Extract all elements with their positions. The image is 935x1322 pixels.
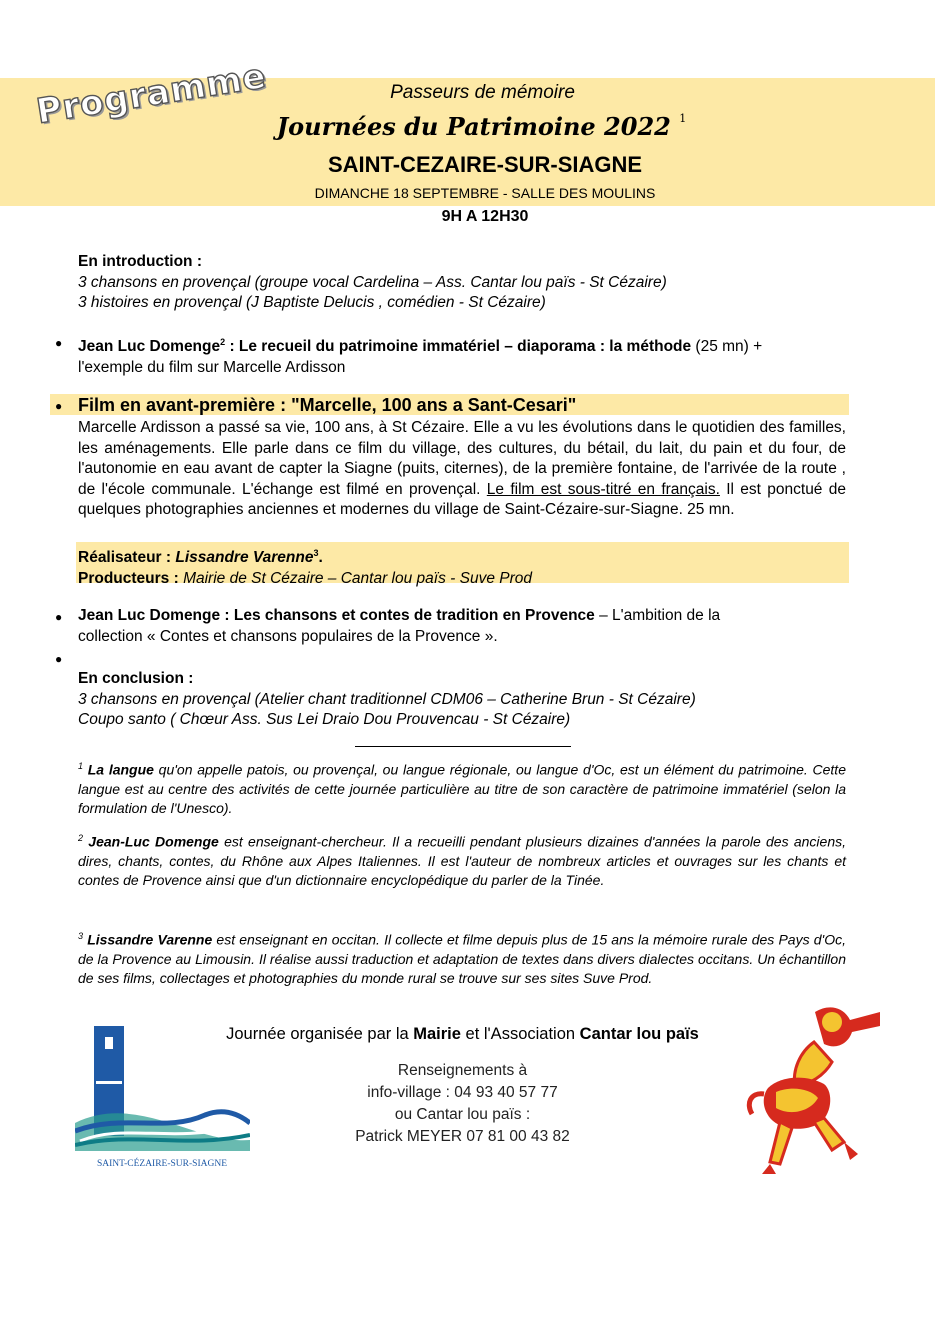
org-pre: Journée organisée par la — [226, 1025, 414, 1043]
footnote-term: La langue — [87, 761, 154, 778]
contact-line-3: ou Cantar lou païs : — [394, 1106, 531, 1123]
footnote-ref-2: 2 — [220, 337, 226, 347]
programme-badge: Programme — [33, 56, 270, 132]
film-subtitle-note: Le film est sous-titré en français. — [486, 480, 720, 498]
footnote-1 — [78, 757, 846, 818]
item2-line-2: collection « Contes et chansons populaires de la Provence ». — [78, 627, 498, 645]
item2-title: Jean Luc Domenge : Les chansons et contes de tradition en Provence — [78, 607, 595, 624]
org-mid: et l'Association — [460, 1025, 580, 1043]
item1-line-2: l'exemple du film sur Marcelle Ardisson — [78, 358, 346, 376]
intro-heading: En introduction : — [78, 253, 202, 270]
footnote-text: est enseignant-chercheur. Il a recueilli pendant plusieurs dizaines d'années la parole des anciens, dires, chants, contes, du Rhône aux Alpes Italiennes. Il est l'auteur de nombreux articles et ouvrages sur les chants et contes de Provence ainsi que d'un dictionnaire encyclopédique du parler de la Tinée. — [78, 833, 847, 888]
item1-title: : Le recueil du patrimoine immatériel – diaporama : la méthode — [225, 338, 692, 356]
contact-info — [310, 1060, 615, 1148]
item1-line-1 — [78, 332, 846, 358]
intro-line-1: 3 chansons en provençal (groupe vocal Cardelina – Ass. Cantar lou païs - St Cézaire) — [78, 273, 667, 291]
producers-label: Producteurs : — [78, 569, 184, 587]
director-end: . — [318, 549, 323, 567]
program-item-2 — [78, 606, 846, 647]
contact-line-1: Renseignements à — [397, 1062, 528, 1079]
director-name: Lissandre Varenne — [175, 549, 314, 567]
subtitle: Passeurs de mémoire — [390, 82, 575, 103]
conclusion-line-1: 3 chansons en provençal (Atelier chant traditionnel CDM06 – Catherine Brun - St Cézaire) — [78, 690, 696, 708]
conclusion-heading: En conclusion : — [78, 670, 194, 687]
cantar-lou-pais-logo — [740, 992, 890, 1182]
saint-cezaire-logo — [75, 1023, 250, 1170]
director-line — [78, 543, 846, 569]
footnote-ref-3: 3 — [313, 548, 319, 558]
program-item-1 — [78, 332, 846, 378]
footnote-number: 2 — [78, 833, 84, 843]
event-hours: 9H A 12H30 — [441, 208, 529, 225]
film-credits — [78, 543, 846, 589]
event-title-text: Journées du Patrimoine 2022 — [276, 112, 671, 141]
footnote-ref-1: 1 — [679, 112, 687, 125]
intro-section — [78, 252, 846, 314]
org-assoc: Cantar lou païs — [579, 1025, 699, 1043]
footnote-term: Lissandre Varenne — [87, 931, 213, 948]
item1-name: Jean Luc Domenge — [78, 338, 221, 356]
footnote-3 — [78, 927, 846, 988]
film-title: Film en avant-première : "Marcelle, 100 ans a Sant-Cesari" — [78, 395, 577, 415]
org-mairie: Mairie — [413, 1025, 461, 1043]
bullet-icon: ● — [55, 399, 63, 413]
director-label: Réalisateur : — [78, 549, 176, 567]
conclusion-section — [78, 669, 846, 731]
footnote-term: Jean-Luc Domenge — [88, 833, 219, 850]
film-text: Marcelle Ardisson a passé sa vie, 100 ans, à St Cézaire. Elle a vu les évolutions dans le quotidien des familles, les aménagements. Elle parle dans ce film du village, des cultures, du bétail, du lait, du pain et du four, de l'autonomie en eau avant de capter la Siagne (puits, citernes), de la première fontaine, de l'arrivée de la route , de l'école communale. L'échange est filmé en provençal. — [78, 419, 846, 498]
contact-line-2: info-village : 04 93 40 57 77 — [367, 1084, 558, 1101]
bullet-icon: ● — [55, 610, 63, 624]
bullet-icon: ● — [55, 336, 63, 350]
film-description — [78, 418, 846, 521]
item2-rest: – L'ambition de la — [594, 607, 721, 624]
item1-duration: (25 mn) + — [691, 338, 763, 356]
footnote-number: 3 — [78, 931, 84, 941]
footnote-text: est enseignant en occitan. Il collecte et filme depuis plus de 15 ans la mémoire rurale des Pays d'Oc, de la Provence au Limousin. Il réalise aussi traduction et adaptation de textes dans divers dialectes occitans. Un échantillon de ses films, collectages et photographies du monde rural se trouve sur ses sites Suve Prod. — [78, 931, 847, 986]
event-date: DIMANCHE 18 SEPTEMBRE - SALLE DES MOULINS — [314, 185, 656, 201]
intro-line-2: 3 histoires en provençal (J Baptiste Delucis , comédien - St Cézaire) — [78, 294, 546, 311]
logo-left-text: SAINT-CÉZAIRE-SUR-SIAGNE — [96, 1159, 228, 1169]
producers-line — [78, 569, 846, 590]
conclusion-line-2: Coupo santo ( Chœur Ass. Sus Lei Draio Dou Prouvencau - St Cézaire) — [78, 711, 571, 728]
footnote-number: 1 — [78, 761, 84, 771]
footnote-text: qu'on appelle patois, ou provençal, ou langue régionale, ou langue d'Oc, est un élément du patrimoine. Cette langue est au centre des activités de cette journée particulière au titre de son caractère de patrimoine immatériel (selon la formulation de l'Unesco). — [78, 761, 846, 816]
event-title — [0, 112, 935, 141]
contact-line-4: Patrick MEYER 07 81 00 43 82 — [355, 1128, 570, 1145]
bullet-icon: ● — [55, 652, 63, 666]
footnote-2 — [78, 829, 846, 890]
town-name: SAINT-CEZAIRE-SUR-SIAGNE — [327, 152, 643, 177]
footnote-separator — [355, 746, 571, 747]
producers-names: Mairie de St Cézaire – Cantar lou païs - Suve Prod — [183, 569, 532, 587]
item2-line-1 — [78, 606, 846, 627]
film-text-end: Il est ponctué de quelques photographies anciennes et modernes du village de Saint-Cézaire-sur-Siagne. 25 mn. — [78, 480, 846, 518]
